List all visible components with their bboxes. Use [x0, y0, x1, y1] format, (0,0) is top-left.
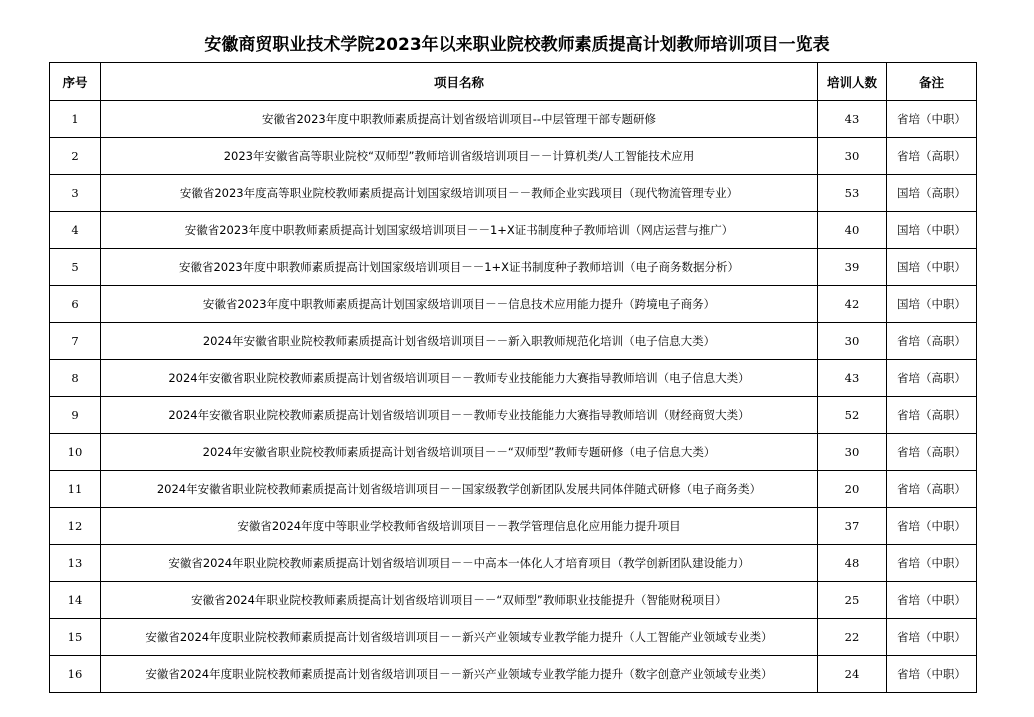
row-project-name: 安徽省2024年度中等职业学校教师省级培训项目－－教学管理信息化应用能力提升项目: [101, 508, 818, 545]
table-row: [50, 434, 977, 471]
row-note: 省培（高职）: [887, 434, 977, 471]
table-row: [50, 360, 977, 397]
row-note: 省培（中职）: [887, 656, 977, 693]
row-seq: 11: [50, 471, 101, 508]
row-seq: 2: [50, 138, 101, 175]
row-note: 省培（中职）: [887, 545, 977, 582]
row-trainee-count: 48: [818, 545, 887, 582]
row-note: 省培（中职）: [887, 582, 977, 619]
table-row: [50, 138, 977, 175]
table-row: [50, 175, 977, 212]
row-note: 省培（高职）: [887, 323, 977, 360]
row-project-name: 2024年安徽省职业院校教师素质提高计划省级培训项目－－“双师型”教师专题研修（电子信息大类）: [101, 434, 818, 471]
row-seq: 8: [50, 360, 101, 397]
header-note: 备注: [887, 63, 977, 101]
row-trainee-count: 40: [818, 212, 887, 249]
row-project-name: 安徽省2024年度职业院校教师素质提高计划省级培训项目－－新兴产业领域专业教学能力提升（人工智能产业领域专业类）: [101, 619, 818, 656]
row-seq: 10: [50, 434, 101, 471]
header-trainee-count: 培训人数: [818, 63, 887, 101]
row-note: 省培（中职）: [887, 101, 977, 138]
row-project-name: 安徽省2024年职业院校教师素质提高计划省级培训项目－－“双师型”教师职业技能提升（智能财税项目）: [101, 582, 818, 619]
row-seq: 16: [50, 656, 101, 693]
row-trainee-count: 53: [818, 175, 887, 212]
row-note: 省培（中职）: [887, 508, 977, 545]
row-project-name: 安徽省2023年度中职教师素质提高计划国家级培训项目－－信息技术应用能力提升（跨境电子商务）: [101, 286, 818, 323]
row-note: 省培（高职）: [887, 397, 977, 434]
table-header-row: [50, 63, 977, 101]
row-seq: 14: [50, 582, 101, 619]
row-trainee-count: 25: [818, 582, 887, 619]
project-table: [49, 62, 977, 693]
row-seq: 12: [50, 508, 101, 545]
row-seq: 15: [50, 619, 101, 656]
row-project-name: 安徽省2023年度中职教师素质提高计划国家级培训项目－－1+X证书制度种子教师培训（网店运营与推广）: [101, 212, 818, 249]
table-row: [50, 249, 977, 286]
row-note: 省培（高职）: [887, 138, 977, 175]
row-seq: 6: [50, 286, 101, 323]
row-trainee-count: 37: [818, 508, 887, 545]
table-row: [50, 212, 977, 249]
row-project-name: 安徽省2024年职业院校教师素质提高计划省级培训项目－－中高本一体化人才培育项目（教学创新团队建设能力）: [101, 545, 818, 582]
header-project-name: 项目名称: [101, 63, 818, 101]
table-row: [50, 286, 977, 323]
row-seq: 9: [50, 397, 101, 434]
table-row: [50, 619, 977, 656]
row-trainee-count: 52: [818, 397, 887, 434]
row-note: 省培（高职）: [887, 360, 977, 397]
row-project-name: 2024年安徽省职业院校教师素质提高计划省级培训项目－－新入职教师规范化培训（电子信息大类）: [101, 323, 818, 360]
row-project-name: 安徽省2023年度中职教师素质提高计划省级培训项目--中层管理干部专题研修: [101, 101, 818, 138]
row-trainee-count: 20: [818, 471, 887, 508]
table-row: [50, 397, 977, 434]
row-trainee-count: 30: [818, 434, 887, 471]
row-project-name: 2024年安徽省职业院校教师素质提高计划省级培训项目－－教师专业技能能力大赛指导教师培训（财经商贸大类）: [101, 397, 818, 434]
table-row: [50, 545, 977, 582]
row-note: 省培（中职）: [887, 619, 977, 656]
document-title: 安徽商贸职业技术学院2023年以来职业院校教师素质提高计划教师培训项目一览表: [204, 35, 830, 55]
table-row: [50, 471, 977, 508]
header-seq: 序号: [50, 63, 101, 101]
row-trainee-count: 30: [818, 138, 887, 175]
row-trainee-count: 39: [818, 249, 887, 286]
row-seq: 1: [50, 101, 101, 138]
row-trainee-count: 43: [818, 360, 887, 397]
row-note: 省培（高职）: [887, 471, 977, 508]
row-project-name: 2024年安徽省职业院校教师素质提高计划省级培训项目－－教师专业技能能力大赛指导教师培训（电子信息大类）: [101, 360, 818, 397]
row-seq: 3: [50, 175, 101, 212]
row-project-name: 安徽省2023年度高等职业院校教师素质提高计划国家级培训项目－－教师企业实践项目（现代物流管理专业）: [101, 175, 818, 212]
row-note: 国培（中职）: [887, 286, 977, 323]
row-note: 国培（中职）: [887, 212, 977, 249]
row-project-name: 2023年安徽省高等职业院校“双师型”教师培训省级培训项目－－计算机类/人工智能技术应用: [101, 138, 818, 175]
row-project-name: 安徽省2024年度职业院校教师素质提高计划省级培训项目－－新兴产业领域专业教学能力提升（数字创意产业领域专业类）: [101, 656, 818, 693]
row-project-name: 安徽省2023年度中职教师素质提高计划国家级培训项目－－1+X证书制度种子教师培训（电子商务数据分析）: [101, 249, 818, 286]
row-note: 国培（高职）: [887, 175, 977, 212]
row-trainee-count: 30: [818, 323, 887, 360]
row-trainee-count: 43: [818, 101, 887, 138]
table-row: [50, 101, 977, 138]
table-row: [50, 656, 977, 693]
table-row: [50, 323, 977, 360]
row-project-name: 2024年安徽省职业院校教师素质提高计划省级培训项目－－国家级教学创新团队发展共同体伴随式研修（电子商务类）: [101, 471, 818, 508]
row-trainee-count: 42: [818, 286, 887, 323]
row-trainee-count: 22: [818, 619, 887, 656]
row-note: 国培（中职）: [887, 249, 977, 286]
row-seq: 13: [50, 545, 101, 582]
row-seq: 7: [50, 323, 101, 360]
table-row: [50, 508, 977, 545]
table-body: [50, 101, 977, 693]
row-trainee-count: 24: [818, 656, 887, 693]
table-row: [50, 582, 977, 619]
row-seq: 5: [50, 249, 101, 286]
row-seq: 4: [50, 212, 101, 249]
